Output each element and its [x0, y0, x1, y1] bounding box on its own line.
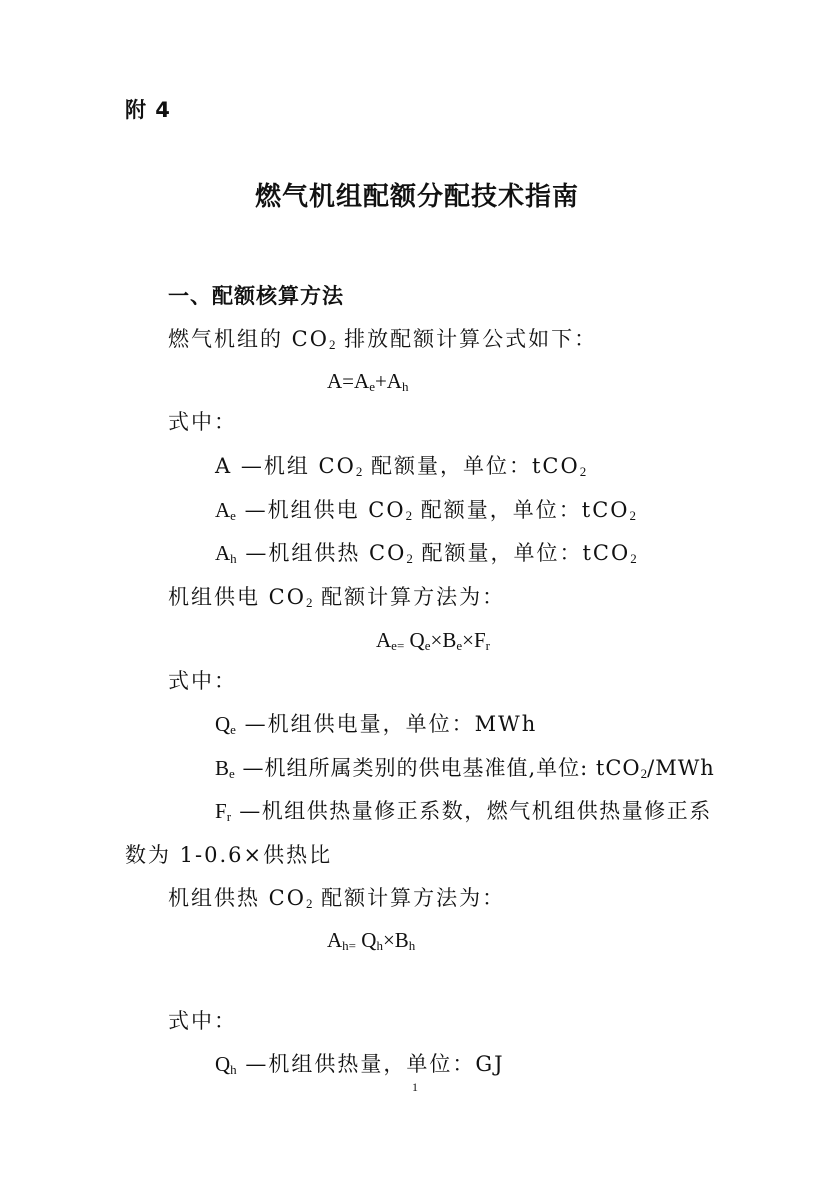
- electricity-method-text: 机组供电 $CO_2$ 配额计算方法为：: [168, 585, 506, 610]
- page-number: 1: [412, 1080, 418, 1094]
- intro-paragraph: 燃气机组的 $CO_2$ 排放配额计算公式如下：: [168, 327, 598, 352]
- definition-Fr-continued: 数为 1-0.6×供热比: [125, 843, 333, 867]
- annex-label: 附 4: [125, 98, 171, 122]
- definition-Fr: $F_r$ —机组供热量修正系数，燃气机组供热量修正系: [215, 799, 712, 824]
- where-label: 式中：: [168, 669, 237, 693]
- definition-Qe: $Q_e$ —机组供电量，单位：MWh: [215, 712, 538, 737]
- definition-Qh: $Q_h$ —机组供热量，单位：GJ: [215, 1052, 505, 1077]
- definition-Be: $B_e$ —机组所属类别的供电基准值,单位: tCO$_2$/MWh: [215, 756, 715, 781]
- definition-Ae: $A_e$ —机组供电 $CO_2$ 配额量，单位：tCO$_2$: [215, 498, 636, 523]
- definition-A: A —机组 $CO_2$ 配额量，单位：tCO$_2$: [215, 454, 587, 479]
- where-label: 式中：: [168, 1009, 237, 1033]
- formula-heat: $A_{h=}$ $Q_h\times B_h$: [327, 928, 416, 953]
- definition-Ah: $A_h$ —机组供热 $CO_2$ 配额量，单位：tCO$_2$: [215, 541, 637, 566]
- formula-electricity: $A_{e=}$ $Q_e\times B_e\times F_r$: [376, 628, 490, 653]
- formula-total: $A=A_e+A_h$: [327, 369, 409, 394]
- heat-method-text: 机组供热 $CO_2$ 配额计算方法为：: [168, 886, 506, 911]
- where-label: 式中：: [168, 410, 237, 434]
- page-title: 燃气机组配额分配技术指南: [255, 182, 580, 212]
- section-heading: 一、配额核算方法: [168, 284, 344, 308]
